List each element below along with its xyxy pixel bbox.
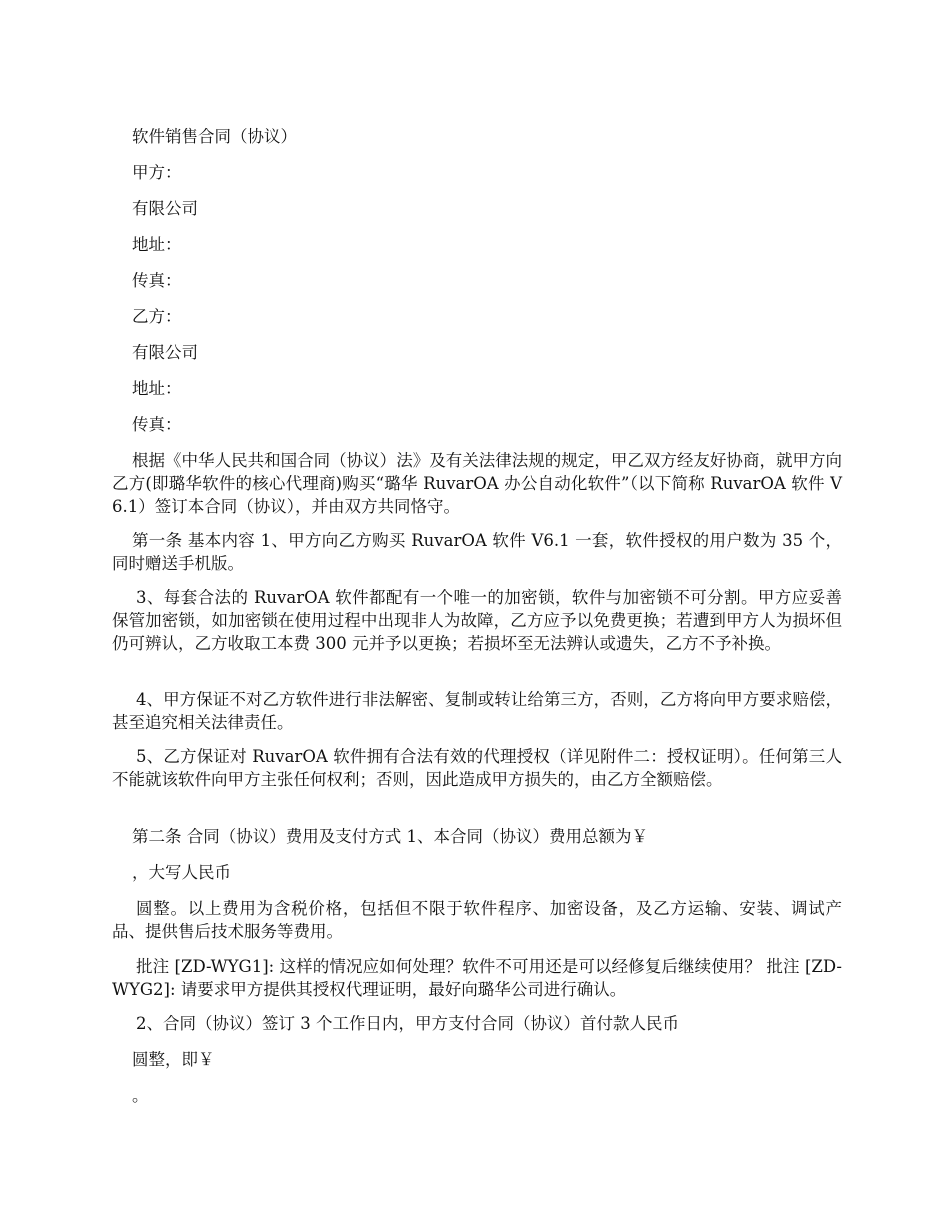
payment-amount-line: 圆整，即￥ [132, 1050, 215, 1069]
preamble-paragraph: 根据《中华人民共和国合同（协议）法》及有关法律法规的规定，甲乙双方经友好协商，就甲方向乙方(即璐华软件的核心代理商)购买“璐华 RuvarOA 办公自动化软件”（以下简称 RuvarOA 软件 V6.1）签订本合同（协议），并由双方共同恪守。 [112, 451, 842, 516]
comment-annotations: 批注 [ZD-WYG1]: 这样的情况应如何处理？软件不可用还是可以经修复后继续使用？ 批注 [ZD-WYG2]: 请要求甲方提供其授权代理证明，最好向璐华公司进行确认。 [112, 957, 842, 999]
clause-3-paragraph: 3、每套合法的 RuvarOA 软件都配有一个唯一的加密锁，软件与加密锁不可分割。甲方应妥善保管加密锁，如加密锁在使用过程中出现非人为故障，乙方应予以免费更换；若遭到甲方人为损坏但仍可辨认，乙方收取工本费 300 元并予以更换；若损坏至无法辨认或遗失，乙方不予补换。 [112, 588, 842, 653]
party-a-company: 有限公司 [132, 199, 198, 218]
party-b-address: 地址： [132, 379, 182, 398]
article-1-paragraph: 第一条 基本内容 1、甲方向乙方购买 RuvarOA 软件 V6.1 一套，软件授权的用户数为 35 个，同时赠送手机版。 [112, 531, 842, 573]
party-a-fax: 传真： [132, 271, 182, 290]
closing-punctuation: 。 [132, 1086, 149, 1105]
party-a-label: 甲方： [132, 163, 182, 182]
fee-description-paragraph: 圆整。以上费用为含税价格，包括但不限于软件程序、加密设备，及乙方运输、安装、调试产品、提供售后技术服务等费用。 [112, 899, 842, 941]
document-title: 软件销售合同（协议） [132, 127, 297, 146]
party-b-company: 有限公司 [132, 343, 198, 362]
clause-4-paragraph: 4、甲方保证不对乙方软件进行非法解密、复制或转让给第三方，否则，乙方将向甲方要求赔偿，甚至追究相关法律责任。 [112, 690, 842, 732]
party-b-label: 乙方： [132, 307, 182, 326]
payment-clause-2: 2、合同（协议）签订 3 个工作日内，甲方支付合同（协议）首付款人民币 [136, 1014, 679, 1033]
clause-5-paragraph: 5、乙方保证对 RuvarOA 软件拥有合法有效的代理授权（详见附件二：授权证明）。任何第三人不能就该软件向甲方主张任何权利；否则，因此造成甲方损失的，由乙方全额赔偿。 [112, 747, 842, 789]
article-2-paragraph: 第二条 合同（协议）费用及支付方式 1、本合同（协议）费用总额为￥ [132, 827, 648, 846]
party-a-address: 地址： [132, 235, 182, 254]
amount-in-words-line: ，大写人民币 [132, 863, 231, 882]
party-b-fax: 传真： [132, 415, 182, 434]
